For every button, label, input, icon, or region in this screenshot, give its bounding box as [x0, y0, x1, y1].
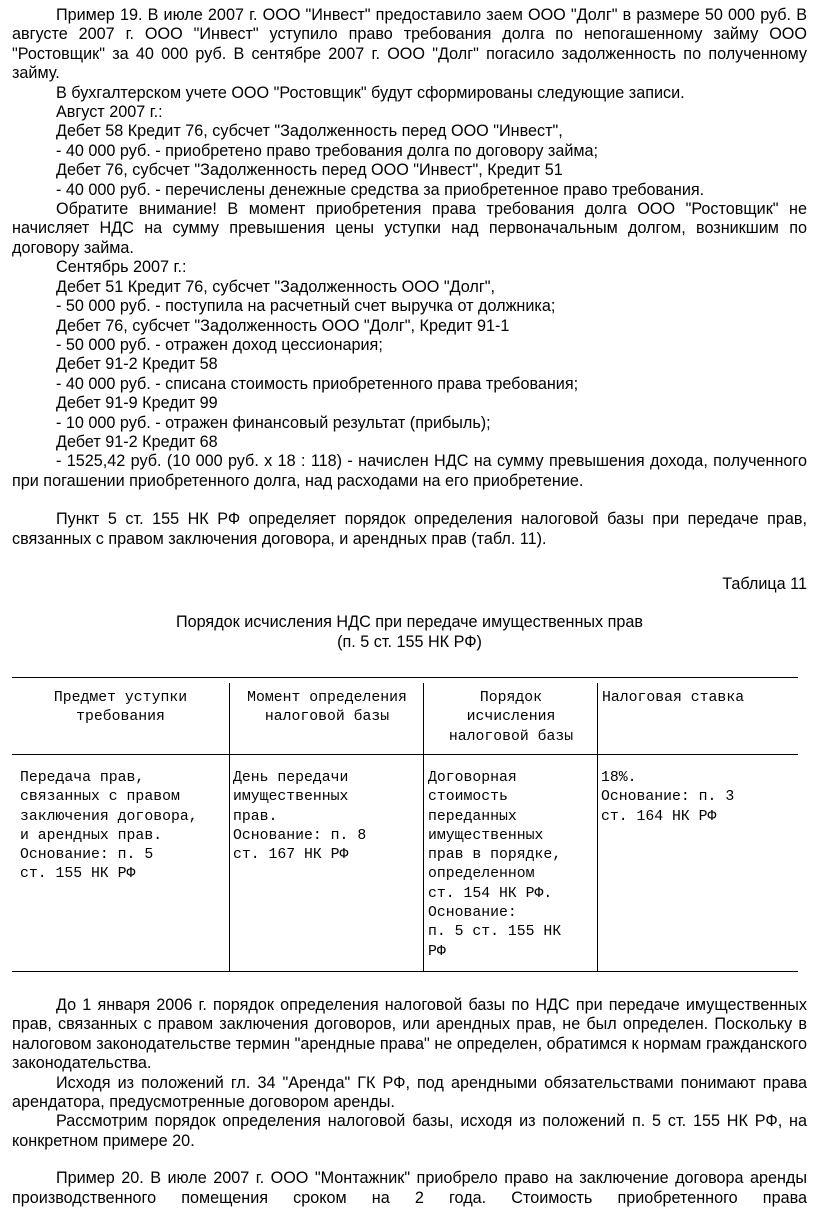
- table-cell: 18%. Основание: п. 3 ст. 164 НК РФ: [601, 770, 735, 825]
- example-19-paragraph: Пример 19. В июле 2007 г. ООО "Инвест" предоставило заем ООО "Долг" в размере 50 000 руб. В августе 2007 г. ООО "Инвест" уступило право требования долга по непогашенному займу ООО "Ростовщик" за 40 000 руб. В сентябре 2007 г. ООО "Долг" погасило задолженность по полученному займу.: [12, 6, 807, 83]
- bottom-section: [12, 996, 807, 1208]
- entry-line: - 40 000 руб. - приобретено право требования долга по договору займа;: [56, 141, 599, 160]
- column-divider: [597, 683, 598, 971]
- entry-line: - 40 000 руб. - списана стоимость приобретенного права требования;: [56, 374, 579, 393]
- entry-line: Дебет 76, субсчет "Задолженность ООО "Долг", Кредит 91-1: [56, 316, 510, 335]
- entry-line: Дебет 76, субсчет "Задолженность перед ООО "Инвест", Кредит 51: [56, 161, 563, 180]
- entry-line: Дебет 91-9 Кредит 99: [56, 394, 218, 413]
- attention-note: Обратите внимание! В момент приобретения права требования долга ООО "Ростовщик" не начисляет НДС на сумму превышения цены уступки над первоначальным долгом, возникшим по договору займа.: [12, 200, 807, 257]
- example-20-paragraph: Пример 20. В июле 2007 г. ООО "Монтажник" приобрело право на заключение договора аренды производственного помещения сроком на 2 года. Стоимость приобретенного права: [12, 1169, 807, 1207]
- column-divider: [423, 683, 424, 971]
- entry-line: - 10 000 руб. - отражен финансовый результат (прибыль);: [56, 413, 491, 432]
- table-header-cell: Предмет уступки требования: [53, 690, 188, 726]
- header-divider: [12, 754, 798, 755]
- table-number: Таблица 11: [722, 575, 807, 593]
- body-paragraph: Исходя из положений гл. 34 "Аренда" ГК РФ, под арендными обязательствами понимают права арендатора, предусмотренные договором аренды.: [12, 1073, 807, 1112]
- table-header-cell: Порядок исчисления налоговой базы: [448, 690, 574, 745]
- entry-line: Дебет 91-2 Кредит 58: [56, 355, 218, 374]
- body-paragraph: До 1 января 2006 г. порядок определения налоговой базы по НДС при передаче имущественных прав, связанных с правом заключения договоров, или арендных прав, не был определен. Поскольку в налоговом законодательстве термин "арендные права" не определен, обратимся к нормам гражданского законодательства.: [12, 996, 807, 1073]
- clause-5-paragraph: Пункт 5 ст. 155 НК РФ определяет порядок определения налоговой базы при передаче прав, связанных с правом заключения договора, и арендных прав (табл. 11).: [12, 510, 807, 548]
- september-heading: Сентябрь 2007 г.:: [56, 258, 187, 277]
- entry-line: Дебет 58 Кредит 76, субсчет "Задолженность перед ООО "Инвест",: [56, 122, 563, 141]
- column-divider: [229, 683, 230, 971]
- table-cell: День передачи имущественных прав. Основание: п. 8 ст. 167 НК РФ: [233, 770, 367, 864]
- table-cell: Договорная стоимость переданных имущественных прав в порядке, определенном ст. 154 НК РФ. Основание: п. 5 ст. 155 НК РФ: [428, 770, 562, 960]
- accounting-intro: В бухгалтерском учете ООО "Ростовщик" будут сформированы следующие записи.: [56, 83, 685, 102]
- entry-line: - 50 000 руб. - отражен доход цессионария;: [56, 335, 383, 354]
- vat-entry-paragraph: - 1525,42 руб. (10 000 руб. x 18 : 118) - начислен НДС на сумму превышения дохода, полученного при погашении приобретенного долга, над расходами на его приобретение.: [12, 452, 807, 490]
- table-cell: Передача прав, связанных с правом заключения договора, и арендных прав. Основание: п. 5 ст. 155 НК РФ: [20, 770, 198, 883]
- entry-line: Дебет 51 Кредит 76, субсчет "Задолженность ООО "Долг",: [56, 277, 496, 296]
- body-paragraph: Рассмотрим порядок определения налоговой базы, исходя из положений п. 5 ст. 155 НК РФ, на конкретном примере 20.: [12, 1112, 807, 1150]
- table-header-cell: Налоговая ставка: [602, 690, 745, 706]
- table-subtitle: (п. 5 ст. 155 НК РФ): [337, 632, 482, 651]
- table-caption: [12, 575, 807, 652]
- entry-line: - 40 000 руб. - перечислены денежные средства за приобретенное право требования.: [56, 180, 705, 199]
- table-header-cell: Момент определения налоговой базы: [247, 690, 407, 726]
- entry-line: Дебет 91-2 Кредит 68: [56, 432, 218, 451]
- table-title: Порядок исчисления НДС при передаче имущественных прав: [175, 613, 644, 632]
- august-heading: Август 2007 г.:: [56, 103, 163, 122]
- top-section: [12, 6, 807, 549]
- vat-table: [12, 677, 798, 972]
- entry-line: - 50 000 руб. - поступила на расчетный счет выручка от должника;: [56, 297, 556, 316]
